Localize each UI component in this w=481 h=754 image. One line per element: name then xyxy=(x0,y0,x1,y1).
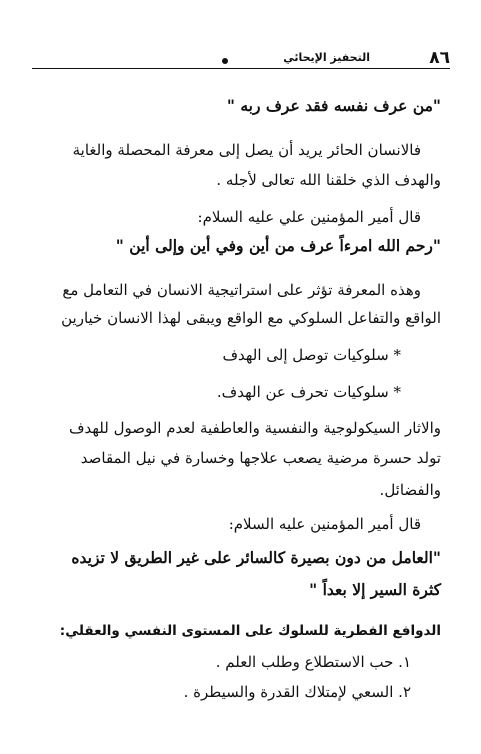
quote-1: "من عرف نفسه فقد عرف ربه " xyxy=(226,96,441,115)
paragraph-3-line-1: والاثار السيكولوجية والنفسية والعاطفية لعدم الوصول للهدف xyxy=(68,419,441,437)
section-heading: الدوافع الفطرية للسلوك على المستوى النفسي والعقلي: xyxy=(59,623,441,639)
attribution-2: قال أمير المؤمنين عليه السلام: xyxy=(228,515,421,533)
bullet-2: * سلوكيات تحرف عن الهدف. xyxy=(216,383,401,401)
paragraph-1-line-2: والهدف الذي خلقنا الله تعالى لأجله . xyxy=(216,171,441,189)
running-title: التحفيز الإيحائي xyxy=(283,51,370,64)
paragraph-2-line-2: الواقع والتفاعل السلوكي مع الواقع ويبقى لهذا الانسان خيارين xyxy=(61,309,441,327)
paragraph-3-line-3: والفضائل. xyxy=(379,481,441,499)
attribution-1: قال أمير المؤمنين علي عليه السلام: xyxy=(197,208,421,226)
paragraph-1-line-1: فالانسان الحائر يريد أن يصل إلى معرفة المحصلة والغاية xyxy=(72,141,421,159)
list-item-1: ١. حب الاستطلاع وطلب العلم . xyxy=(215,653,411,671)
header-dot-ornament xyxy=(222,58,228,64)
bullet-1: * سلوكيات توصل إلى الهدف xyxy=(222,346,401,364)
quote-3-line-1: "العامل من دون بصيرة كالسائر على غير الطريق لا تزيده xyxy=(71,548,441,567)
list-item-2: ٢. السعي لإمتلاك القدرة والسيطرة . xyxy=(183,683,411,701)
paragraph-2-line-1: وهذه المعرفة تؤثر على استراتيجية الانسان في التعامل مع xyxy=(62,281,421,299)
header-rule xyxy=(32,68,450,69)
page-number: ٨٦ xyxy=(429,48,450,68)
quote-3-line-2: كثرة السير إلا بعداً " xyxy=(309,580,441,599)
paragraph-3-line-2: تولد حسرة مرضية يصعب علاجها وخسارة في نيل المقاصد xyxy=(80,449,441,467)
page-header xyxy=(32,50,450,72)
quote-2: "رحم الله امرءاً عرف من أين وفي أين وإلى أين " xyxy=(115,236,441,255)
